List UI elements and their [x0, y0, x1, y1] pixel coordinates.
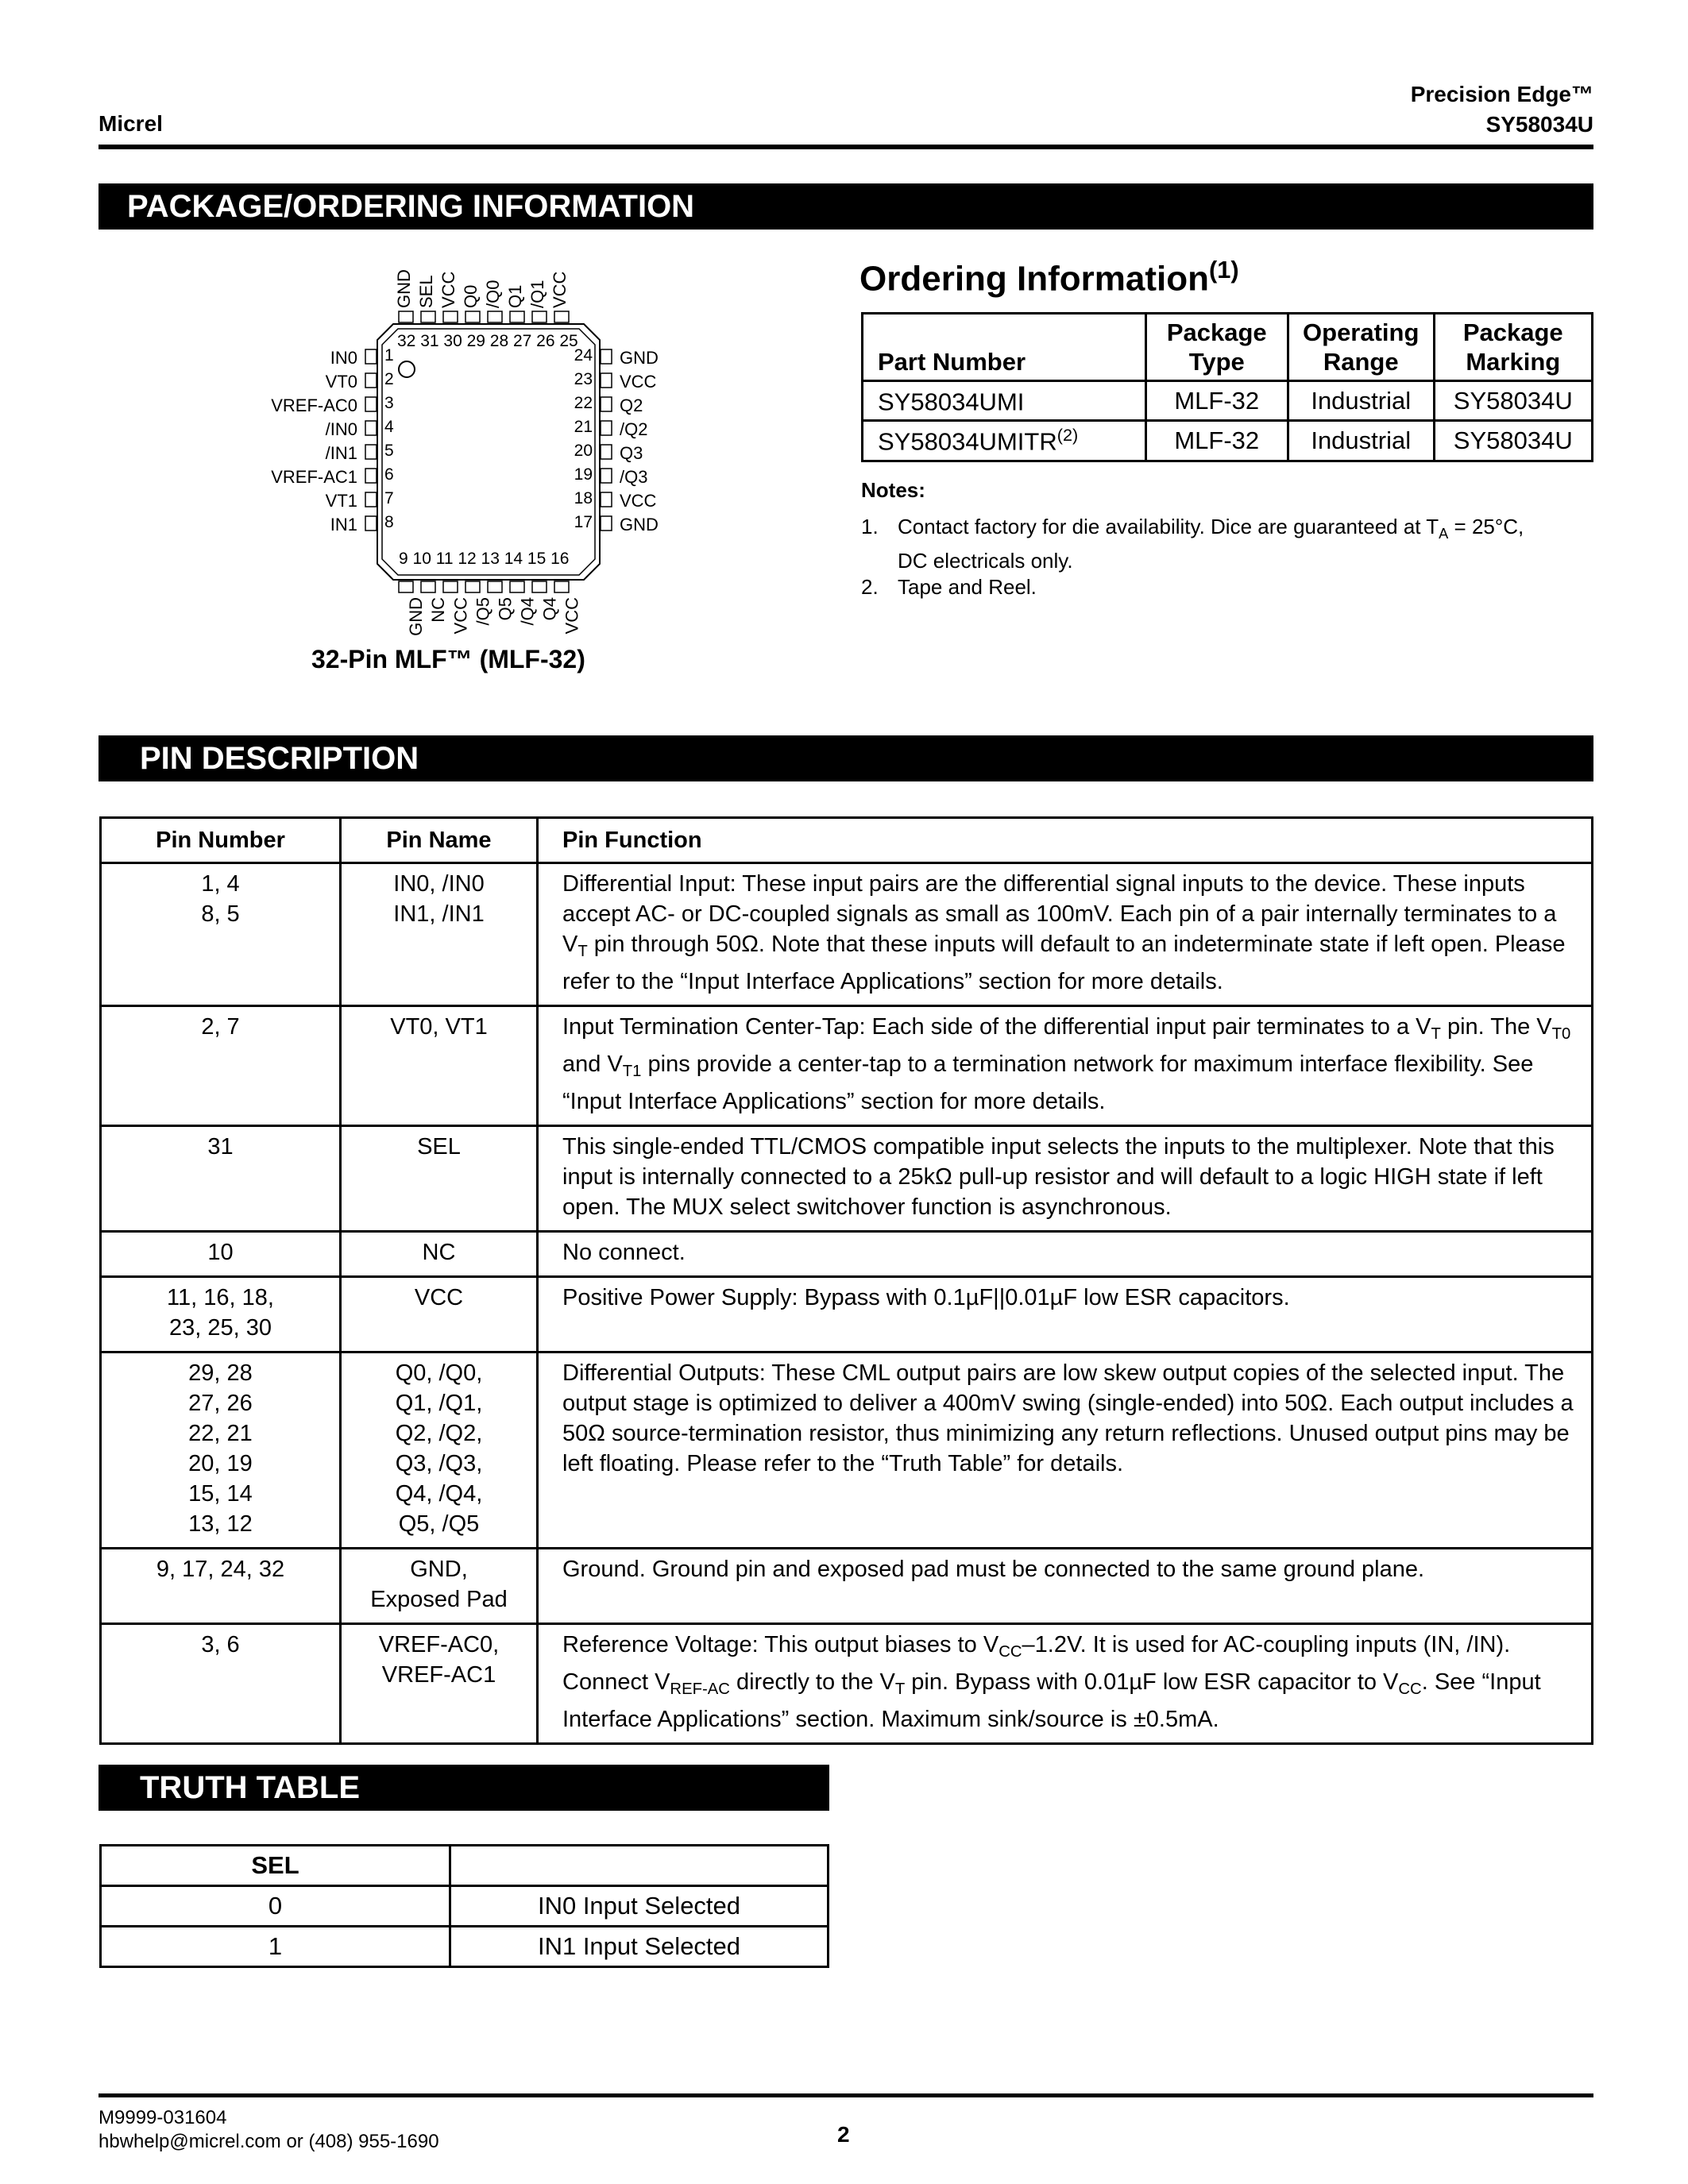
doc-number: M9999-031604 — [98, 2107, 227, 2128]
contact-info: hbwhelp@micrel.com or (408) 955-1690 — [98, 2131, 439, 2152]
right-pin-name: Q3 — [620, 443, 643, 463]
top-pin-name: SEL — [416, 275, 436, 308]
table-row — [101, 863, 1593, 1006]
package-outline — [238, 262, 715, 643]
section-pin-description: PIN DESCRIPTION — [98, 735, 1593, 781]
pin-function: Reference Voltage: This output biases to $V_{CC}-1.2V$. It is used for AC-coupling inputs (IN, /IN). Connect $V_{REF-AC}$ directly to the $V_T$ pin. Bypass with 0.01µF low ESR capacitor to $V_{CC}$. See “Input Interface Applications” section. Maximum sink/source is ±0.5mA. — [538, 1624, 1593, 1744]
pin-number: 2, 7 — [101, 1006, 341, 1126]
ord-header-package: Package Type — [1145, 314, 1288, 381]
section-package-ordering: PACKAGE/ORDERING INFORMATION — [98, 183, 1593, 230]
ord-pkg: MLF-32 — [1145, 421, 1288, 461]
ordering-title-sup: (1) — [1209, 256, 1239, 284]
ordering-title-text: Ordering Information — [859, 259, 1209, 299]
notes-title: Notes: — [861, 478, 925, 502]
left-pin-number: 6 — [384, 465, 394, 484]
left-pin-name: IN0 — [330, 348, 357, 368]
section-truth-table: TRUTH TABLE — [98, 1765, 829, 1811]
footer-rule — [98, 2093, 1593, 2097]
truth-result: IN0 Input Selected — [450, 1886, 829, 1927]
ord-header-marking: Package Marking — [1434, 314, 1592, 381]
left-pin-number: 8 — [384, 513, 394, 531]
ord-marking: SY58034U — [1434, 421, 1592, 461]
bottom-pin-name: /Q4 — [517, 597, 537, 626]
left-pin-name: VT1 — [325, 491, 357, 511]
truth-table — [99, 1844, 829, 1968]
bottom-pin-name: VCC — [450, 597, 470, 635]
table-row — [101, 1886, 829, 1927]
right-pin-name: /Q2 — [620, 419, 648, 439]
header-right — [1411, 79, 1593, 140]
ordering-title — [859, 256, 1239, 299]
ord-marking: SY58034U — [1434, 381, 1592, 421]
pin-header-function: Pin Function — [538, 818, 1593, 863]
package-diagram — [238, 262, 715, 675]
pin-name: GND, Exposed Pad — [341, 1549, 538, 1624]
truth-sel: 1 — [101, 1927, 450, 1967]
right-pin-name: VCC — [620, 491, 657, 511]
ord-header-part: Part Number — [863, 314, 1146, 381]
top-pin-name: VCC — [550, 271, 570, 308]
right-pin-name: GND — [620, 348, 659, 368]
pin-name: VCC — [341, 1277, 538, 1352]
left-pin-number: 5 — [384, 442, 394, 460]
right-pin-name: GND — [620, 515, 659, 534]
pin-description-table — [99, 816, 1593, 1745]
left-pin-number: 7 — [384, 489, 394, 507]
package-caption: 32-Pin MLF™ (MLF-32) — [311, 645, 585, 673]
top-pin-name: /Q0 — [483, 280, 503, 308]
pin-function: Differential Outputs: These CML output pairs are low skew output copies of the selected input. The output stage is optimized to deliver a 400mV swing (single-ended) into 50Ω. Each output includes a 50Ω source-termination resistor, thus minimizing any return reflections. Unused output pins may be left floating. Please refer to the “Truth Table” for details. — [538, 1352, 1593, 1549]
left-pin-number: 3 — [384, 394, 394, 412]
right-pin-name: VCC — [620, 372, 657, 392]
pin-number: 10 — [101, 1232, 341, 1277]
table-row — [101, 1549, 1593, 1624]
left-pin-name: /IN1 — [325, 443, 357, 463]
pin-function: Differential Input: These input pairs are the differential signal inputs to the device. These inputs accept AC- or DC-coupled signals as small as 100mV. Each pin of a pair internally terminates to a $V_T$ pin through 50Ω. Note that these inputs will default to an indeterminate state if left open. Please refer to the “Input Interface Applications” section for more details. — [538, 863, 1593, 1006]
right-pin-number: 19 — [574, 465, 593, 484]
ord-pkg: MLF-32 — [1145, 381, 1288, 421]
pin-function: No connect. — [538, 1232, 1593, 1277]
table-row — [101, 1006, 1593, 1126]
pin-name: Q0, /Q0, Q1, /Q1, Q2, /Q2, Q3, /Q3, Q4, /Q4, Q5, /Q5 — [341, 1352, 538, 1549]
pin-number: 11, 16, 18, 23, 25, 30 — [101, 1277, 341, 1352]
pin-name: IN0, /IN0 IN1, /IN1 — [341, 863, 538, 1006]
right-pin-number: 17 — [574, 513, 593, 531]
header-rule — [98, 145, 1593, 149]
left-pin-number: 2 — [384, 370, 394, 388]
product-line: Precision Edge™ — [1410, 82, 1593, 106]
note-2: 2. Tape and Reel. — [861, 575, 1037, 599]
footer-left — [98, 2106, 439, 2154]
pin-header-name: Pin Name — [341, 818, 538, 863]
pin-function: This single-ended TTL/CMOS compatible input selects the inputs to the multiplexer. Note that this input is internally connected to a 25kΩ pull-up resistor and will default to a logic HIGH state if left open. The MUX select switchover function is asynchronous. — [538, 1126, 1593, 1232]
pin-name: VREF-AC0, VREF-AC1 — [341, 1624, 538, 1744]
truth-result: IN1 Input Selected — [450, 1927, 829, 1967]
ord-range: Industrial — [1288, 381, 1434, 421]
left-pin-number: 1 — [384, 346, 394, 365]
pin-number: 31 — [101, 1126, 341, 1232]
bottom-pin-name: Q5 — [495, 597, 515, 621]
ord-range: Industrial — [1288, 421, 1434, 461]
bottom-pin-name: Q4 — [539, 597, 559, 621]
left-pin-name: IN1 — [330, 515, 357, 534]
pin-number: 9, 17, 24, 32 — [101, 1549, 341, 1624]
table-row — [101, 1352, 1593, 1549]
right-pin-number: 21 — [574, 418, 593, 436]
left-pin-name: VREF-AC1 — [271, 467, 357, 487]
bottom-pin-name: NC — [428, 597, 448, 623]
table-row — [101, 1126, 1593, 1232]
truth-header-result — [450, 1846, 829, 1886]
top-pin-name: Q1 — [505, 284, 525, 308]
pin-name: VT0, VT1 — [341, 1006, 538, 1126]
right-pin-number: 24 — [574, 346, 593, 365]
pin-header-number: Pin Number — [101, 818, 341, 863]
table-row — [101, 1232, 1593, 1277]
pin-number: 3, 6 — [101, 1624, 341, 1744]
pin-function: Input Termination Center-Tap: Each side of the differential input pair terminates to a $V_T$ pin. The $V_{T0}$ and $V_{T1}$ pins provide a center-tap to a termination network for maximum interface flexibility. See “Input Interface Applications” section for more details. — [538, 1006, 1593, 1126]
right-pin-number: 18 — [574, 489, 593, 507]
right-pin-number: 20 — [574, 442, 593, 460]
part-number-header: SY58034U — [1485, 112, 1593, 137]
left-pin-name: /IN0 — [325, 419, 357, 439]
right-pin-name: Q2 — [620, 396, 643, 415]
right-pin-name: /Q3 — [620, 467, 648, 487]
bottom-pin-name: GND — [406, 597, 426, 636]
ord-part: SY58034UMITR$^{(2)}$ — [863, 421, 1146, 461]
pin-name: NC — [341, 1232, 538, 1277]
right-pin-number: 22 — [574, 394, 593, 412]
truth-sel: 0 — [101, 1886, 450, 1927]
table-row — [101, 1277, 1593, 1352]
bottom-pin-numbers: 9 10 11 12 13 14 15 16 — [399, 550, 570, 568]
page-number: 2 — [837, 2122, 850, 2147]
truth-header-sel: SEL — [101, 1846, 450, 1886]
top-pin-name: /Q1 — [527, 280, 547, 308]
top-pin-name: GND — [394, 269, 414, 308]
top-pin-name: Q0 — [461, 284, 481, 308]
table-row — [101, 1927, 829, 1967]
note-1: 1. Contact factory for die availability. Dice are guaranteed at $T_A = 25^\circ C$, DC electricals only. — [861, 515, 1524, 573]
top-pin-name: VCC — [438, 271, 458, 308]
bottom-pin-name: /Q5 — [473, 597, 492, 626]
top-pin-numbers: 32 31 30 29 28 27 26 25 — [397, 332, 578, 350]
pin-name: SEL — [341, 1126, 538, 1232]
left-pin-name: VREF-AC0 — [271, 396, 357, 415]
pin-number: 1, 4 8, 5 — [101, 863, 341, 1006]
left-pin-number: 4 — [384, 418, 394, 436]
left-pin-name: VT0 — [325, 372, 357, 392]
pin-function: Ground. Ground pin and exposed pad must be connected to the same ground plane. — [538, 1549, 1593, 1624]
pin-number: 29, 28 27, 26 22, 21 20, 19 15, 14 13, 12 — [101, 1352, 341, 1549]
bottom-pin-name: VCC — [562, 597, 581, 635]
right-pin-number: 23 — [574, 370, 593, 388]
ordering-table — [861, 312, 1593, 462]
table-row — [863, 421, 1593, 461]
table-row — [863, 381, 1593, 421]
company-name: Micrel — [98, 111, 163, 136]
ord-part: SY58034UMI — [863, 381, 1146, 421]
pin-function: Positive Power Supply: Bypass with 0.1µF||0.01µF low ESR capacitors. — [538, 1277, 1593, 1352]
ord-header-range: Operating Range — [1288, 314, 1434, 381]
table-row — [101, 1624, 1593, 1744]
